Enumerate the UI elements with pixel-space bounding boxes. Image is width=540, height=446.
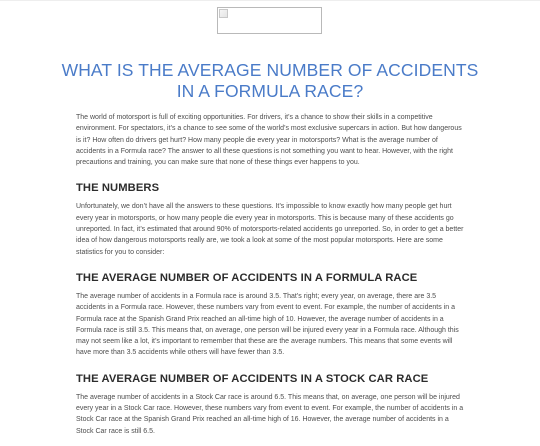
section-heading-numbers: THE NUMBERS bbox=[76, 182, 160, 195]
section-heading-formula: THE AVERAGE NUMBER OF ACCIDENTS IN A FORMULA RACE bbox=[76, 271, 418, 284]
page-title: WHAT IS THE AVERAGE NUMBER OF ACCIDENTS IN A FORMULA RACE? bbox=[61, 60, 479, 101]
site-logo[interactable] bbox=[217, 7, 322, 34]
broken-image-icon bbox=[219, 9, 228, 18]
top-border bbox=[0, 0, 540, 1]
section-paragraph-stock-car: The average number of accidents in a Stock Car race is around 6.5. This means that, on average, one person will be injured every year in a Stock Car race. However, these numbers vary from event to event. For example, the number of accidents in a Stock Car race at the Spanish Grand Prix reached an all-time high of 16. However, the average number of accidents in a Stock Car race is still 6.5. bbox=[76, 393, 464, 435]
section-paragraph-formula: The average number of accidents in a Formula race is around 3.5. That’s right; every year, on average, there are 3.5 accidents in a Formula race. However, these numbers vary from event to event. For example, the number of accidents in a Formula race at the Spanish Grand Prix reached an all-time high of 10. However, the average number of accidents in a Formula race is still 3.5. This means that, on average, one person will be injured every year in a Formula race. Although this may not seem like a lot, it’s important to remember that these are the average numbers. This means that some events will have more than 3.5 accidents while others will have fewer than 3.5. bbox=[76, 292, 459, 357]
section-paragraph-numbers: Unfortunately, we don’t have all the answers to these questions. It’s impossible to know exactly how many people get hurt every year in motorsports, or how many people die every year in motorsports. This is because many of these accidents go unreported. In fact, it’s estimated that around 90% of motorsports-related accidents go unreported. So, in order to get a better idea of how dangerous motorsports really are, we took a look at some of the most popular motorsports. Here are some statistics for you to consider: bbox=[76, 203, 464, 256]
article-body bbox=[76, 112, 466, 446]
intro-paragraph: The world of motorsport is full of exciting opportunities. For drivers, it’s a chance to show their skills in a competitive environment. For spectators, it’s a chance to see some of the world’s most exclusive supercars in action. But how dangerous is it? How often do drivers get hurt? How many people die every year in motorsports? What is the average number of accidents in a Formula race? The answer to all these questions is not something you want to hear. However, with the right precautions and training, you can make sure that none of these things ever happens to you. bbox=[76, 114, 462, 167]
section-heading-stock-car: THE AVERAGE NUMBER OF ACCIDENTS IN A STOCK CAR RACE bbox=[76, 372, 429, 385]
